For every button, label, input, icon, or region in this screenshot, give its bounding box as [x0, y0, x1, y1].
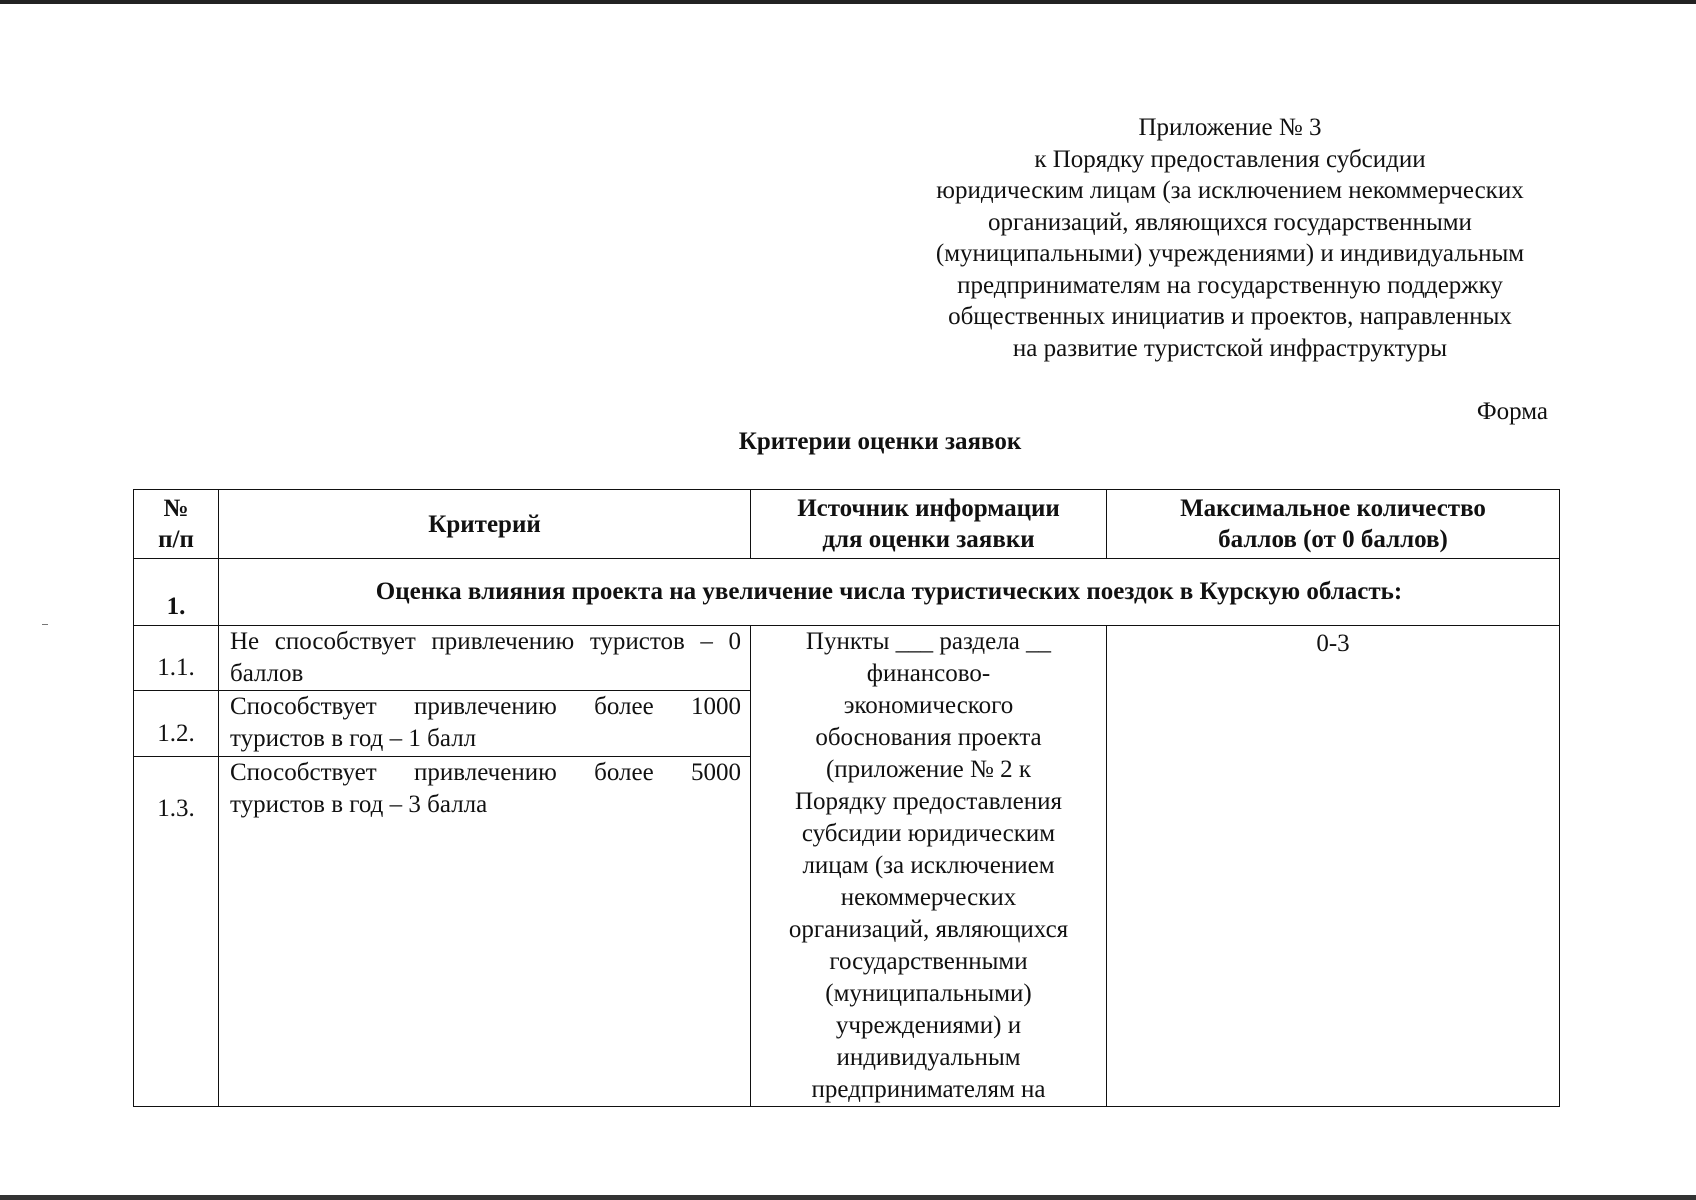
source-line: обоснования проекта	[815, 724, 1042, 751]
scan-edge-top	[0, 0, 1696, 4]
scan-speck	[42, 624, 48, 625]
section-title: Оценка влияния проекта на увеличение числа туристических поездок в Курскую область:	[219, 559, 1560, 626]
header-source	[751, 490, 1107, 559]
scan-edge-bottom	[0, 1195, 1696, 1200]
row-criterion: Не способствует привлечению туристов – 0 баллов	[219, 626, 751, 691]
source-line: субсидии юридическим	[801, 820, 1056, 847]
table-header-row	[134, 490, 1560, 559]
annex-line: (муниципальными) учреждениями) и индивидуальным	[935, 240, 1525, 267]
header-number-line1: №	[163, 495, 189, 522]
header-source-line2: для оценки заявки	[822, 526, 1035, 553]
annex-line: к Порядку предоставления субсидии	[1034, 145, 1426, 173]
annex-line: организаций, являющихся государственными	[988, 208, 1472, 236]
form-label: Форма	[1476, 398, 1548, 425]
header-max-line2: баллов (от 0 баллов)	[1218, 526, 1448, 553]
source-line: Порядку предоставления	[794, 788, 1063, 815]
table-row	[134, 626, 1560, 691]
source-line: лицам (за исключением	[802, 852, 1055, 879]
source-line: экономического	[843, 692, 1014, 719]
annex-line: Приложение № 3	[1138, 114, 1322, 141]
row-criterion: Способствует привлечению более 5000 туристов в год – 3 балла	[219, 756, 751, 1106]
row-number: 1.3.	[134, 756, 219, 1106]
annex-header	[880, 112, 1580, 364]
row-number: 1.1.	[134, 626, 219, 691]
source-line: организаций, являющихся	[788, 916, 1069, 943]
header-number-line2: п/п	[158, 526, 194, 553]
max-points-cell: 0-3	[1107, 626, 1560, 1107]
annex-line: предпринимателям на государственную поддержку	[957, 271, 1503, 299]
source-line: финансово-	[866, 660, 991, 687]
row-criterion: Способствует привлечению более 1000 туристов в год – 1 балл	[219, 691, 751, 756]
source-line: предпринимателям на	[811, 1076, 1046, 1103]
document-title: Критерии оценки заявок	[738, 428, 1022, 455]
header-max-line1: Максимальное количество	[1180, 495, 1486, 522]
section-row	[134, 559, 1560, 626]
annex-line: на развитие туристской инфраструктуры	[1012, 334, 1448, 362]
annex-line: юридическим лицам (за исключением некоммерческих	[936, 177, 1524, 204]
row-number: 1.2.	[134, 691, 219, 756]
source-line: некоммерческих	[840, 884, 1017, 911]
source-line: государственными	[829, 948, 1028, 975]
header-number	[134, 490, 219, 559]
header-source-line1: Источник информации	[797, 495, 1060, 522]
header-max-points	[1107, 490, 1560, 559]
source-line: индивидуальным	[836, 1044, 1021, 1071]
source-line: (муниципальными)	[825, 980, 1032, 1007]
source-line: (приложение № 2 к	[825, 756, 1032, 783]
annex-line: общественных инициатив и проектов, направленных	[948, 303, 1512, 330]
source-line: учреждениями) и	[835, 1012, 1022, 1039]
source-cell	[751, 626, 1107, 1107]
source-line: Пункты ___ раздела __	[805, 628, 1052, 655]
criteria-table	[133, 489, 1560, 1107]
section-number: 1.	[134, 559, 219, 626]
header-criterion: Критерий	[219, 490, 751, 559]
